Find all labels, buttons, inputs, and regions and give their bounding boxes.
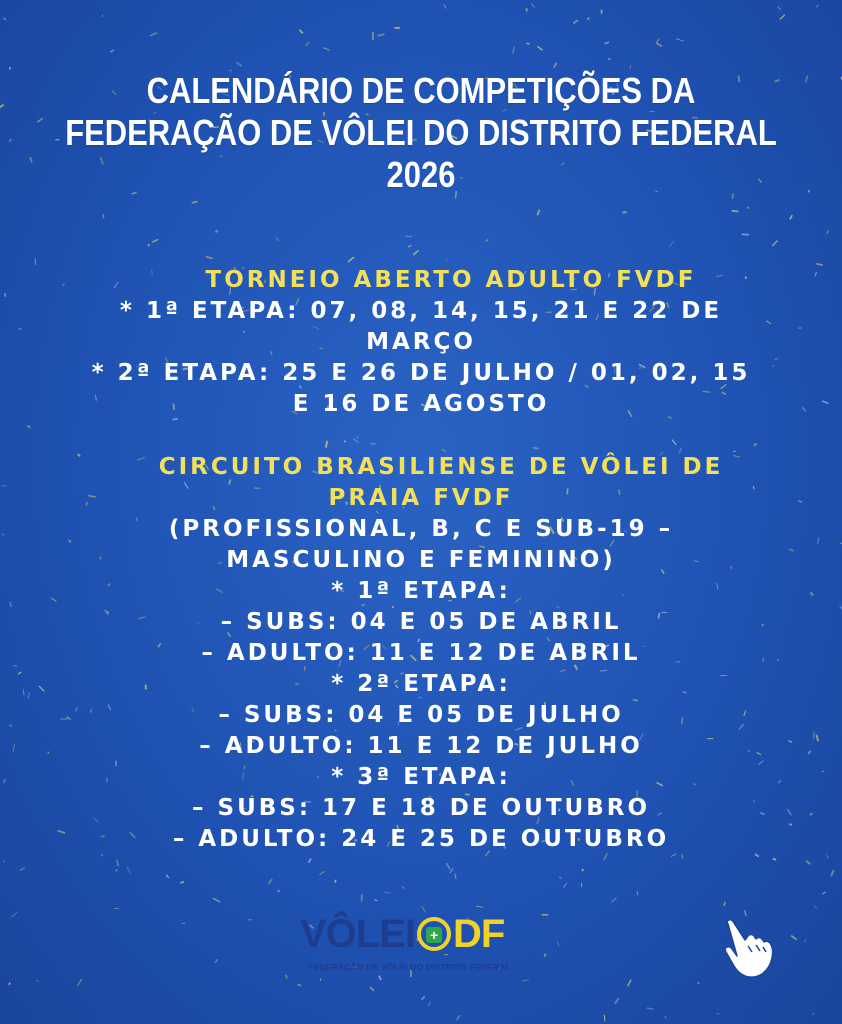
speckle [37,118,42,122]
speckle [152,239,158,242]
speckle [408,245,412,247]
volleyball-icon [417,917,451,951]
speckle [326,441,327,448]
speckle [299,30,303,34]
speckle [309,858,311,862]
speckle [512,46,514,53]
speckle [527,43,530,44]
speckle [237,62,242,66]
speckle [582,869,583,871]
speckle [537,210,539,215]
event-detail-line: * 3ª ETAPA: [331,764,511,790]
speckle [587,17,589,19]
speckle [573,20,578,23]
speckle [127,867,130,874]
speckle [615,998,619,1003]
event-name-line-1: CIRCUITO BRASILIENSE DE VÔLEI DE [158,454,724,480]
speckle [206,257,213,259]
speckle [747,207,749,209]
event-name: TORNEIO ABERTO ADULTO FVDF [205,267,697,293]
event-torneio-aberto [0,265,842,420]
event-detail-line: * 2ª ETAPA: 25 E 26 DE JULHO / 01, 02, 15 [91,360,751,386]
title-line-1: CALENDÁRIO DE COMPETIÇÕES DA [146,70,696,111]
speckle [9,982,10,984]
speckle [348,257,354,262]
speckle [531,4,535,7]
speckle [564,883,567,887]
speckle [544,954,546,957]
speckle [115,870,117,871]
speckle [657,44,662,47]
speckle [605,42,609,44]
speckle [286,975,287,979]
event-detail-line: – SUBS: 04 E 05 DE JULHO [218,702,624,728]
speckle [754,443,757,446]
logo-word-volei: VÔLEI [300,912,416,956]
speckle [731,211,738,212]
speckle [213,898,220,902]
speckle [11,912,17,917]
speckle [4,18,6,20]
speckle [831,870,834,876]
speckle [383,892,390,894]
speckle [78,979,82,986]
event-detail-line: * 1ª ETAPA: 07, 08, 14, 15, 21 E 22 DE [119,298,723,324]
speckle [0,105,4,110]
event-detail-line: – SUBS: 17 E 18 DE OUTUBRO [192,795,650,821]
speckle [791,936,797,940]
speckle [557,941,559,946]
speckle [604,1015,605,1022]
speckle [698,983,700,984]
speckle [817,4,819,7]
page-title [59,70,783,196]
speckle [611,898,616,903]
speckle [320,871,325,874]
speckle [826,855,828,859]
event-circuito-brasiliense [0,452,842,855]
speckle [456,1015,460,1020]
speckle [446,863,450,870]
speckle [323,48,330,51]
event-detail-line: – ADULTO: 11 E 12 DE JULHO [199,733,643,759]
event-detail-line: E 16 DE AGOSTO [292,391,550,417]
speckle [455,874,456,879]
speckle [812,1013,813,1015]
speckle [672,440,676,445]
speckle [166,875,169,878]
speckle [428,1002,430,1007]
speckle [36,980,39,981]
event-detail-line: MARÇO [366,329,476,355]
speckle [4,861,5,863]
speckle [559,877,562,879]
speckle [814,905,817,908]
speckle [676,39,683,42]
speckle [278,890,280,892]
speckle [778,7,781,10]
logo-subtitle: FEDERAÇÃO DE VÔLEI DO DISTRITO FEDERAL [308,962,511,972]
speckle [110,50,114,52]
event-detail-line: MASCULINO E FEMININO) [226,547,616,573]
speckle [526,8,527,11]
hand-pointer-icon [718,918,778,980]
speckle [717,1013,719,1014]
logo-word-df: DF [453,912,505,956]
speckle [20,867,25,870]
speckle [772,241,777,246]
event-detail-line: * 1ª ETAPA: [331,578,511,604]
speckle [827,230,828,233]
event-detail-line: (PROFISSIONAL, B, C E SUB-19 – [168,516,674,542]
speckle [378,34,385,36]
speckle [628,980,632,987]
speckle [780,15,785,20]
title-line-3: 2026 [386,154,456,195]
speckle [669,241,674,247]
speckle [622,212,626,213]
speckle [370,987,374,991]
speckle [192,202,198,203]
event-detail-line: * 2ª ETAPA: [331,671,511,697]
speckle [9,139,11,142]
speckle [276,237,279,241]
speckle [745,910,747,916]
title-line-2: FEDERAÇÃO DE VÔLEI DO DISTRITO FEDERAL [65,112,777,153]
speckle [421,996,424,999]
speckle [533,448,539,449]
speckle [215,959,217,963]
event-detail-line: – SUBS: 04 E 05 DE ABRIL [220,609,622,635]
speckle [486,239,489,241]
speckle [344,441,345,443]
speckle [537,46,542,50]
speckle [268,879,272,884]
speckle [30,157,32,162]
speckle [413,250,418,255]
speckle [773,859,776,860]
speckle [180,882,184,883]
logo-wordmark [300,912,504,957]
speckle [665,1016,666,1018]
speckle [808,190,810,192]
speckle [608,59,610,60]
speckle [444,4,446,8]
speckle [10,67,11,69]
speckle [27,426,31,428]
speckle [806,76,808,83]
speckle [298,985,302,986]
speckle [805,939,806,942]
volei-df-logo [300,900,530,980]
speckle [647,1008,654,1009]
speckle [306,42,309,46]
speckle [822,892,825,894]
event-detail-line: – ADULTO: 24 E 25 DE OUTUBRO [172,826,670,852]
speckle [117,860,119,866]
speckle [806,861,810,865]
speckle [353,439,359,443]
speckle [215,230,217,232]
speckle [554,63,557,68]
speckle [630,65,631,69]
speckle [724,902,725,906]
logo-plus: + [426,927,442,943]
speckle [148,244,149,246]
speckle [150,33,157,36]
event-detail-line: – ADULTO: 11 E 12 DE ABRIL [201,640,641,666]
event-name-line-2: PRAIA FVDF [328,485,514,511]
speckle [790,215,792,219]
